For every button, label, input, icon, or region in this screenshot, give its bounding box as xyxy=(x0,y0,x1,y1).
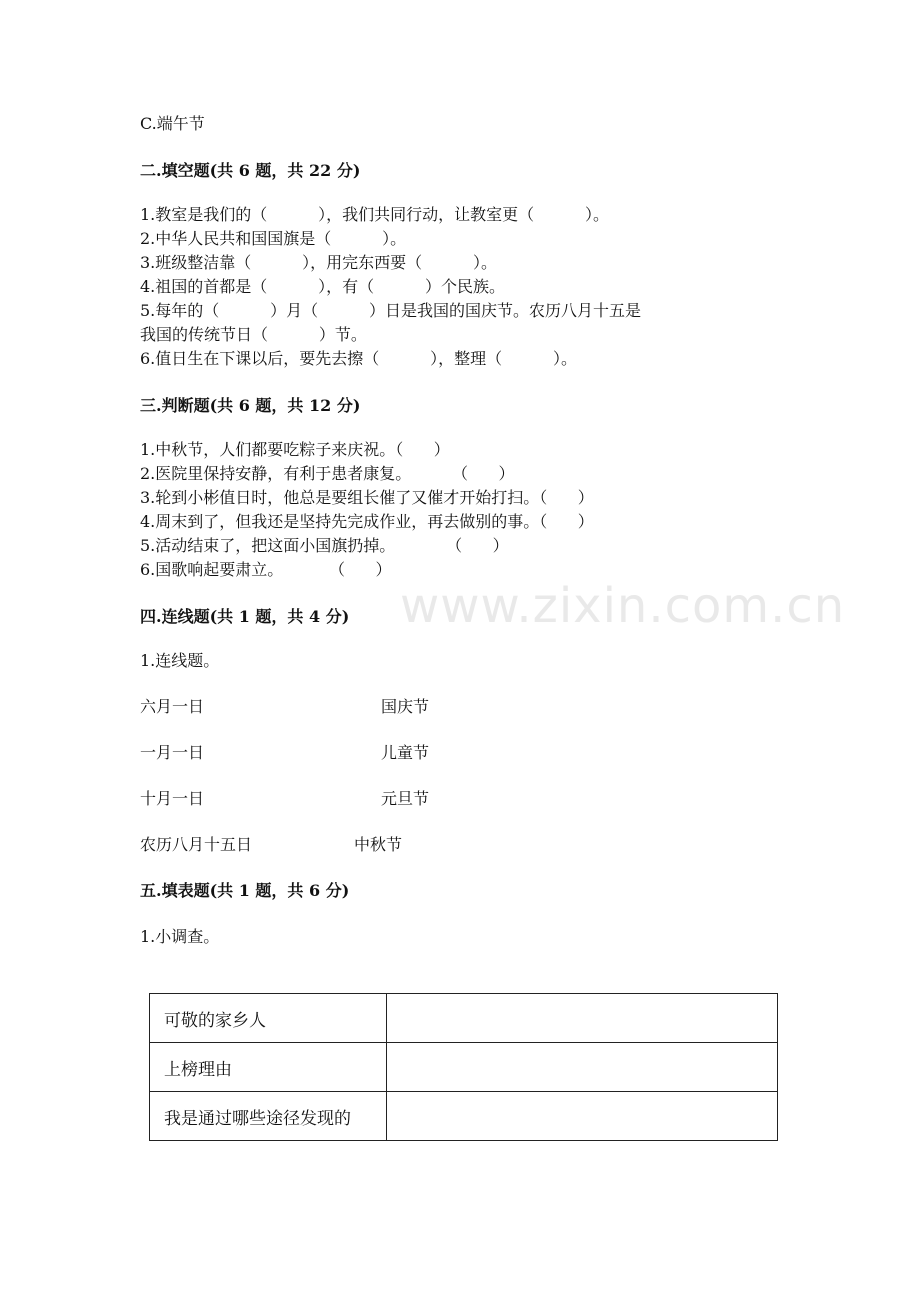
match-left-item: 十月一日 xyxy=(140,789,205,808)
judge-item: 6.国歌响起要肃立。 （ ） xyxy=(140,560,392,579)
table-row xyxy=(150,994,778,1043)
match-right-item: 中秋节 xyxy=(354,835,403,854)
match-right-item: 元旦节 xyxy=(381,789,430,808)
match-question: 1.连线题。 xyxy=(140,651,220,670)
row-label: 上榜理由 xyxy=(150,1043,387,1092)
fill-item: 1.教室是我们的（ ），我们共同行动，让教室更（ ）。 xyxy=(140,205,609,224)
judge-item: 3.轮到小彬值日时，他总是要组长催了又催才开始打扫。（ ） xyxy=(140,488,594,507)
answer-cell[interactable] xyxy=(387,1092,778,1141)
match-right-item: 儿童节 xyxy=(381,743,430,762)
table-question: 1.小调查。 xyxy=(140,927,220,946)
judge-item: 5.活动结束了，把这面小国旗扔掉。 （ ） xyxy=(140,536,509,555)
section2-heading: 二.填空题(共 6 题，共 22 分) xyxy=(140,161,361,180)
fill-item: 我国的传统节日（ ）节。 xyxy=(140,325,367,344)
match-left-item: 一月一日 xyxy=(140,743,205,762)
section3-heading: 三.判断题(共 6 题，共 12 分) xyxy=(140,396,361,415)
row-label: 我是通过哪些途径发现的 xyxy=(150,1092,387,1141)
watermark-text: www.zixin.com.cn xyxy=(400,578,846,634)
fill-item: 2.中华人民共和国国旗是（ ）。 xyxy=(140,229,407,248)
fill-item: 4.祖国的首都是（ ），有（ ）个民族。 xyxy=(140,277,505,296)
match-left-item: 农历八月十五日 xyxy=(140,835,253,854)
judge-item: 4.周末到了，但我还是坚持先完成作业，再去做别的事。（ ） xyxy=(140,512,594,531)
section5-heading: 五.填表题(共 1 题，共 6 分) xyxy=(140,881,350,900)
row-label: 可敬的家乡人 xyxy=(150,994,387,1043)
answer-cell[interactable] xyxy=(387,1043,778,1092)
fill-item: 3.班级整洁靠（ ），用完东西要（ ）。 xyxy=(140,253,497,272)
fill-item: 6.值日生在下课以后，要先去擦（ ），整理（ ）。 xyxy=(140,349,577,368)
table-row xyxy=(150,1043,778,1092)
answer-cell[interactable] xyxy=(387,994,778,1043)
table-row xyxy=(150,1092,778,1141)
match-right-item: 国庆节 xyxy=(381,697,430,716)
match-left-item: 六月一日 xyxy=(140,697,205,716)
judge-item: 1.中秋节，人们都要吃粽子来庆祝。（ ） xyxy=(140,440,450,459)
survey-table xyxy=(149,993,778,1141)
fill-item: 5.每年的（ ）月（ ）日是我国的国庆节。农历八月十五是 xyxy=(140,301,641,320)
section4-heading: 四.连线题(共 1 题，共 4 分) xyxy=(140,607,350,626)
top-option: C.端午节 xyxy=(140,114,205,133)
judge-item: 2.医院里保持安静，有利于患者康复。 （ ） xyxy=(140,464,515,483)
